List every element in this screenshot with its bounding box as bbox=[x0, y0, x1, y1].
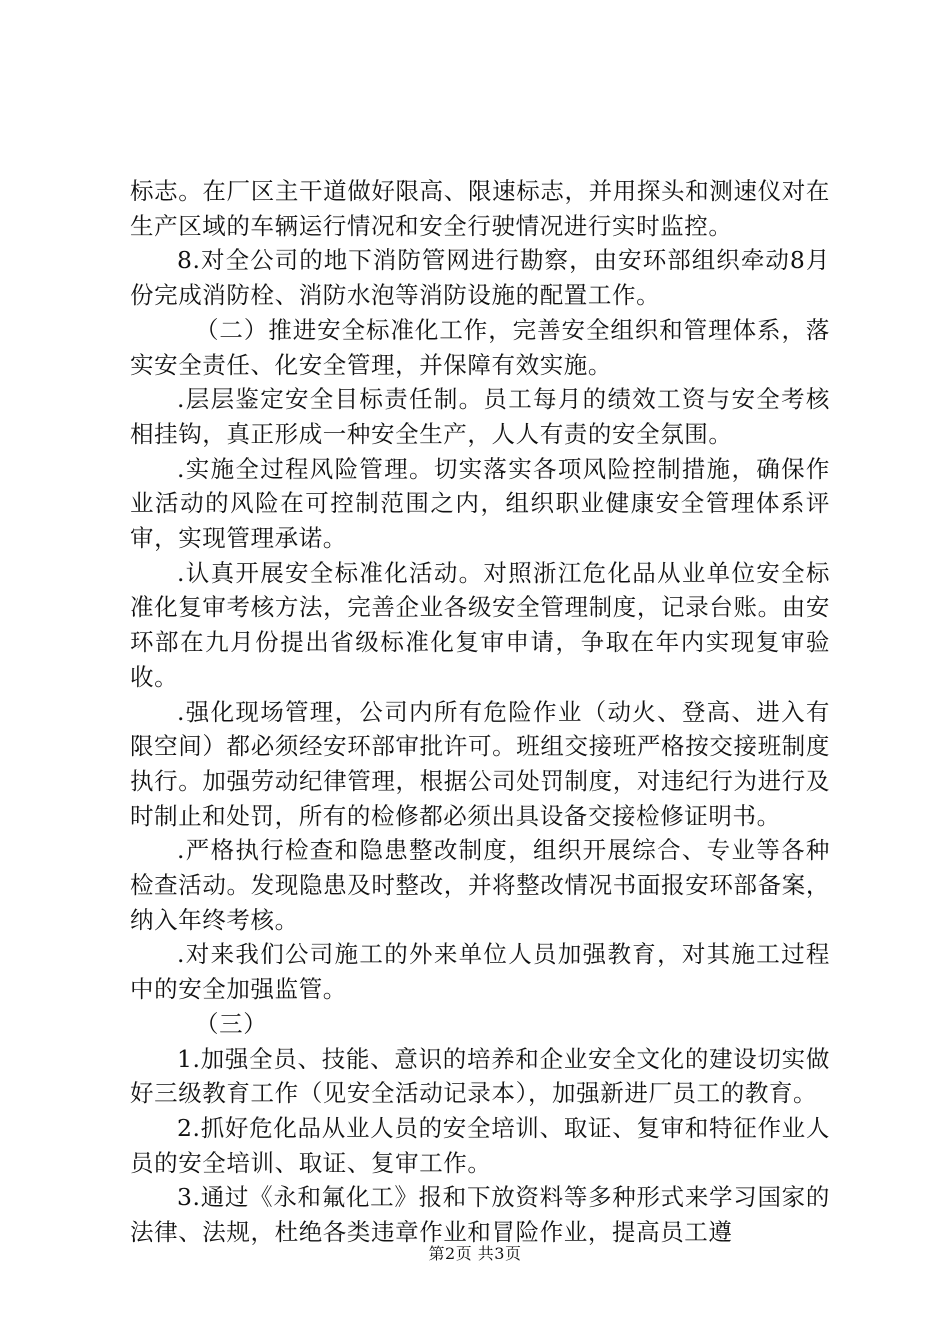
paragraph-item-3: 3.通过《永和氟化工》报和下放资料等多种形式来学习国家的法律、法规，杜绝各类违章作业和冒险作业，提高员工遵 bbox=[130, 1183, 830, 1247]
section-heading-2: （二）推进安全标准化工作，完善安全组织和管理体系，落实安全责任、化安全管理，并保障有效实施。 bbox=[130, 315, 830, 379]
paragraph-target-responsibility: .层层鉴定安全目标责任制。员工每月的绩效工资与安全考核相挂钩，真正形成一种安全生产，人人有责的安全氛围。 bbox=[130, 385, 830, 448]
paragraph-inspection: .严格执行检查和隐患整改制度，组织开展综合、专业等各种检查活动。发现隐患及时整改，并将整改情况书面报安环部备案，纳入年终考核。 bbox=[130, 836, 830, 934]
section-heading-3: （三） bbox=[195, 1009, 268, 1038]
paragraph-external-units: .对来我们公司施工的外来单位人员加强教育，对其施工过程中的安全加强监管。 bbox=[130, 940, 830, 1004]
paragraph-item-8: 8.对全公司的地下消防管网进行勘察，由安环部组织牵动8月份完成消防栓、消防水泡等消防设施的配置工作。 bbox=[130, 246, 830, 310]
document-body bbox=[130, 174, 830, 1250]
paragraph-item-2: 2.抓好危化品从业人员的安全培训、取证、复审和特征作业人员的安全培训、取证、复审工作。 bbox=[130, 1113, 830, 1177]
paragraph-risk-management: .实施全过程风险管理。切实落实各项风险控制措施，确保作业活动的风险在可控制范围之内，组织职业健康安全管理体系评审，实现管理承诺。 bbox=[130, 454, 830, 553]
paragraph-item-1: 1.加强全员、技能、意识的培养和企业安全文化的建设切实做好三级教育工作（见安全活动记录本），加强新进厂员工的教育。 bbox=[130, 1044, 830, 1108]
paragraph-standardization: .认真开展安全标准化活动。对照浙江危化品从业单位安全标准化复审考核方法，完善企业各级安全管理制度，记录台账。由安环部在九月份提出省级标准化复审申请，争取在年内实现复审验收。 bbox=[130, 558, 830, 691]
paragraph-site-management: .强化现场管理，公司内所有危险作业（动火、登高、进入有限空间）都必须经安环部审批许可。班组交接班严格按交接班制度执行。加强劳动纪律管理，根据公司处罚制度，对违纪行为进行及时制止和处罚，所有的检修都必须出具设备交接检修证明书。 bbox=[130, 697, 830, 830]
page-number: 第2页 共3页 bbox=[428, 1244, 522, 1263]
page-footer bbox=[0, 1243, 950, 1265]
paragraph-continuation: 标志。在厂区主干道做好限高、限速标志，并用探头和测速仪对在生产区域的车辆运行情况和安全行驶情况进行实时监控。 bbox=[130, 177, 830, 240]
